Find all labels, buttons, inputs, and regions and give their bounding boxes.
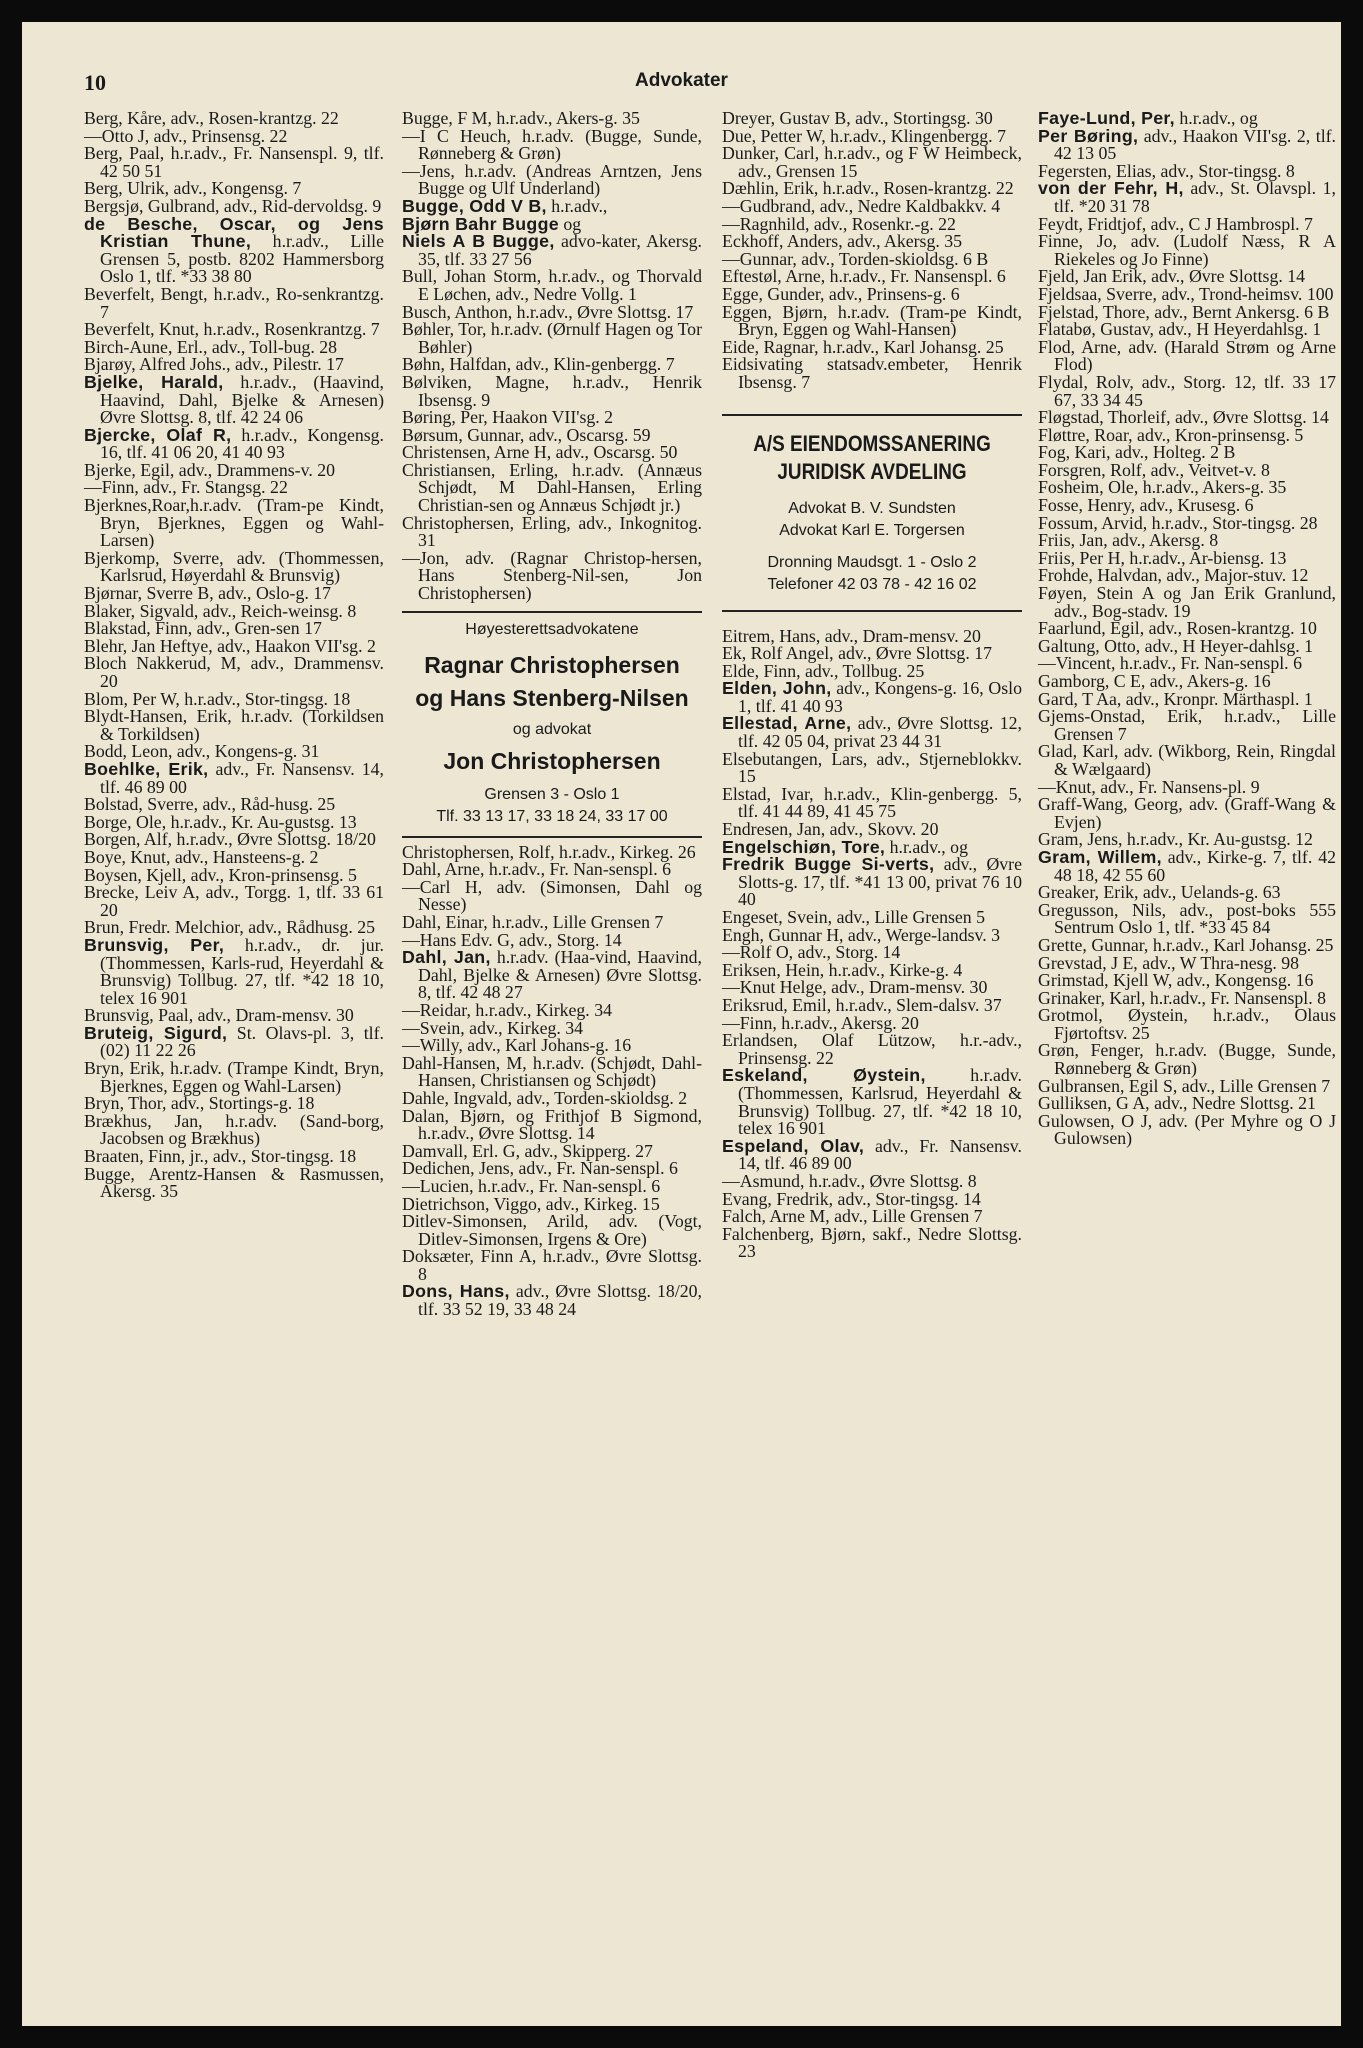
directory-entry [722, 356, 1022, 391]
entry-text: og [558, 213, 582, 234]
entry-text: Endresen, Jan, adv., Skovv. 20 [722, 819, 939, 840]
entry-name-bold: Engelschiøn, Tore, [722, 836, 886, 857]
directory-entry [1038, 1007, 1336, 1042]
entry-text: Bodd, Leon, adv., Kongens-g. 31 [84, 741, 320, 762]
entry-text: Fegersten, Elias, adv., Stor-tingsg. 8 [1038, 160, 1295, 181]
entry-text: Elde, Finn, adv., Tollbug. 25 [722, 660, 925, 681]
entry-text: Finne, Jo, adv. (Ludolf Næss, R A Riekeles og Jo Finne) [1038, 231, 1336, 269]
entry-text: Fossum, Arvid, h.r.adv., Stor-tingsg. 28 [1038, 512, 1318, 533]
entry-text: Due, Petter W, h.r.adv., Klingenbergg. 7 [722, 125, 1006, 146]
directory-entry [84, 371, 384, 428]
directory-entry [1038, 125, 1337, 164]
entry-text: Grette, Gunnar, h.r.adv., Karl Johansg. 25 [1038, 934, 1334, 955]
entry-text: Flod, Arne, adv. (Harald Strøm og Arne Flod) [1038, 336, 1336, 375]
column-3 [722, 110, 1022, 1261]
entry-text: Frohde, Halvdan, adv., Major-stuv. 12 [1038, 565, 1309, 586]
directory-entry [1038, 743, 1336, 778]
directory-entry [402, 459, 702, 516]
entry-text: Eftestøl, Arne, h.r.adv., Fr. Nansenspl. 6 [722, 266, 1006, 287]
entry-name-bold: Ellestad, Arne, [722, 713, 852, 734]
entry-text: —Svein, adv., Kirkeg. 34 [402, 1017, 584, 1038]
column-2 [402, 110, 702, 1319]
entry-name-bold: Bjelke, Harald, [84, 371, 224, 392]
directory-entry [722, 1135, 1022, 1174]
divider [402, 836, 702, 838]
entry-text: Beverfelt, Bengt, h.r.adv., Ro-senkrantzg. 7 [84, 283, 384, 322]
entry-text: Fog, Kari, adv., Holteg. 2 B [1038, 442, 1236, 463]
section-title: Advokater [635, 70, 728, 91]
entry-text: —Jens, h.r.adv. (Andreas Arntzen, Jens Bugge og Ulf Underland) [402, 160, 702, 199]
entry-text: Forsgren, Rolf, adv., Veitvet-v. 8 [1038, 459, 1270, 480]
entry-text: Friis, Jan, adv., Akersg. 8 [1038, 530, 1219, 551]
directory-entry [722, 145, 1022, 180]
entry-text: Børsum, Gunnar, adv., Oscarsg. 59 [402, 424, 651, 445]
entry-text: —I C Heuch, h.r.adv. (Bugge, Sunde, Rønneberg & Grøn) [402, 125, 702, 164]
ad-name-1: Ragnar Christophersen [424, 651, 680, 678]
entry-text: Dahle, Ingvald, adv., Torden-skioldsg. 2 [402, 1087, 688, 1108]
entry-text: —Finn, adv., Fr. Stangsg. 22 [84, 477, 288, 498]
directory-entry [84, 934, 384, 1008]
entry-text: —Rolf O, adv., Storg. 14 [722, 942, 901, 963]
entry-text: Berg, Kåre, adv., Rosen-krantzg. 22 [84, 108, 339, 128]
directory-entry [1038, 1042, 1336, 1077]
entry-text: —Finn, h.r.adv., Akersg. 20 [722, 1012, 919, 1033]
entry-text: Eriksrud, Emil, h.r.adv., Slem-dalsv. 37 [722, 994, 1002, 1015]
entry-text: Eriksen, Hein, h.r.adv., Kirke-g. 4 [722, 959, 963, 980]
entry-text: Gard, T Aa, adv., Kronpr. Märthaspl. 1 [1038, 688, 1313, 709]
directory-entry [84, 655, 384, 690]
entry-text: Eitrem, Hans, adv., Dram-mensv. 20 [722, 625, 981, 646]
entry-text: Bjerknes,Roar,h.r.adv. (Tram-pe Kindt, Bryn, Bjerknes, Eggen og Wahl-Larsen) [84, 495, 384, 551]
entry-name-bold: Per Børing, [1038, 125, 1139, 146]
entry-text: Busch, Anthon, h.r.adv., Øvre Slottsg. 17 [402, 301, 694, 322]
entry-text: Engeset, Svein, adv., Lille Grensen 5 [722, 907, 986, 927]
entry-text: Galtung, Otto, adv., H Heyer-dahlsg. 1 [1038, 635, 1314, 656]
entry-text: —Gunnar, adv., Torden-skioldsg. 6 B [722, 248, 989, 269]
entry-text: Gulbransen, Egil S, adv., Lille Grensen 7 [1038, 1075, 1331, 1096]
entry-name-bold: Eskeland, Øystein, [722, 1065, 926, 1086]
entry-text: Doksæter, Finn A, h.r.adv., Øvre Slottsg. 8 [402, 1246, 702, 1284]
entry-text: Brunsvig, Paal, adv., Dram-mensv. 30 [84, 1005, 354, 1026]
entry-text: —Carl H, adv. (Simonsen, Dahl og Nesse) [402, 876, 702, 915]
ad-phone: Telefoner 42 03 78 - 42 16 02 [767, 575, 977, 593]
entry-text: Dedichen, Jens, adv., Fr. Nan-senspl. 6 [402, 1158, 678, 1179]
directory-entry [1038, 796, 1336, 831]
entry-text: Ek, Rolf Angel, adv., Øvre Slottsg. 17 [722, 643, 992, 664]
ad-person-1: Advokat B. V. Sundsten [788, 499, 956, 517]
entry-name-bold: Bjercke, Olaf R, [84, 424, 232, 445]
directory-entry [84, 758, 384, 797]
entry-text: Gregusson, Nils, adv., post-boks 555 Sentrum Oslo 1, tlf. *33 45 84 [1038, 899, 1336, 938]
directory-entry [1038, 1110, 1336, 1149]
entry-text: adv., Kirke-g. 7, tlf. 42 48 18, 42 55 60 [1054, 846, 1336, 885]
directory-entry [722, 1067, 1022, 1137]
entry-text: Dietrichson, Viggo, adv., Kirkeg. 15 [402, 1193, 660, 1214]
entry-text: Blaker, Sigvald, adv., Reich-weinsg. 8 [84, 600, 357, 621]
column-4 [1038, 110, 1336, 1148]
entry-text: Brun, Fredr. Melchior, adv., Rådhusg. 25 [84, 917, 375, 938]
entry-text: Faarlund, Egil, adv., Rosen-krantzg. 10 [1038, 618, 1317, 639]
directory-entry [402, 1248, 702, 1283]
ad-address: Grensen 3 - Oslo 1 [484, 785, 620, 803]
directory-entry [402, 268, 702, 303]
entry-text: —Willy, adv., Karl Johans-g. 16 [402, 1035, 632, 1056]
entry-text: Elstad, Ivar, h.r.adv., Klin-genbergg. 5, tlf. 41 44 89, 41 45 75 [722, 783, 1022, 822]
entry-text: Glad, Karl, adv. (Wikborg, Rein, Ringdal & Wælgaard) [1038, 741, 1336, 779]
entry-text: Dahl, Einar, h.r.adv., Lille Grensen 7 [402, 912, 664, 932]
ad-person-2: Advokat Karl E. Torgersen [779, 521, 965, 539]
entry-name-bold: Dahl, Jan, [402, 947, 491, 968]
entry-name-bold: Faye-Lund, Per, [1038, 108, 1175, 128]
directory-entry [1038, 899, 1336, 938]
entry-text: Fjeld, Jan Erik, adv., Øvre Slottsg. 14 [1038, 266, 1306, 287]
directory-entry [402, 371, 702, 410]
entry-text: —Vincent, h.r.adv., Fr. Nan-senspl. 6 [1038, 653, 1302, 674]
entry-text: Eggen, Bjørn, h.r.adv. (Tram-pe Kindt, Bryn, Eggen og Wahl-Hansen) [722, 301, 1022, 340]
entry-text: Borgen, Alf, h.r.adv., Øvre Slottsg. 18/20 [84, 829, 376, 850]
entry-text: Bull, Johan Storm, h.r.adv., og Thorvald E Løchen, adv., Nedre Vollg. 1 [402, 266, 702, 304]
directory-entry [84, 497, 384, 550]
entry-text: —Ragnhild, adv., Rosenkr.-g. 22 [722, 213, 956, 234]
entry-text: adv., Fr. Nansensv. 14, tlf. 46 89 00 [100, 758, 384, 797]
directory-entry [84, 1110, 384, 1149]
column-2-list-a [402, 110, 702, 603]
entry-text: Bryn, Thor, adv., Stortings-g. 18 [84, 1093, 315, 1114]
entry-text: Borge, Ole, h.r.adv., Kr. Au-gustsg. 13 [84, 811, 357, 832]
ad-name-3: Jon Christophersen [443, 747, 661, 774]
entry-text: Bergsjø, Gulbrand, adv., Rid-dervoldsg. 9 [84, 195, 382, 216]
entry-text: Grimstad, Kjell W, adv., Kongensg. 16 [1038, 970, 1314, 991]
directory-entry [84, 708, 384, 743]
entry-text: Fløgstad, Thorleif, adv., Øvre Slottsg. 14 [1038, 407, 1329, 428]
entry-text: Føyen, Stein A og Jan Erik Granlund, adv., Bog-stadv. 19 [1038, 583, 1336, 621]
entry-text: Bjerke, Egil, adv., Drammens-v. 20 [84, 459, 336, 480]
entry-text: Damvall, Erl. G, adv., Skipperg. 27 [402, 1140, 653, 1161]
entry-text: Eckhoff, Anders, adv., Akersg. 35 [722, 231, 963, 252]
directory-entry [84, 884, 384, 919]
divider [722, 610, 1022, 612]
entry-text: Blakstad, Finn, adv., Gren-sen 17 [84, 618, 322, 639]
entry-name-bold: Gram, Willem, [1038, 846, 1162, 867]
entry-text: Børing, Per, Haakon VII'sg. 2 [402, 407, 614, 428]
directory-entry [84, 213, 384, 287]
page-header [84, 70, 1279, 106]
ad-phone: Tlf. 33 13 17, 33 18 24, 33 17 00 [436, 807, 668, 825]
entry-text: Christiansen, Erling, h.r.adv. (Annæus Schjødt, M Dahl-Hansen, Erling Christian-sen og Annæus Schjødt jr.) [402, 459, 702, 516]
entry-text: Bjørnar, Sverre B, adv., Oslo-g. 17 [84, 583, 332, 604]
entry-text: Beverfelt, Knut, h.r.adv., Rosenkrantzg. 7 [84, 319, 380, 340]
entry-text: —Gudbrand, adv., Nedre Kaldbakkv. 4 [722, 195, 1001, 216]
directory-entry [722, 748, 1022, 787]
entry-text: Eide, Ragnar, h.r.adv., Karl Johansg. 25 [722, 336, 1004, 357]
entry-text: Erlandsen, Olaf Lützow, h.r.-adv., Prinsensg. 22 [722, 1030, 1022, 1068]
entry-text: Blehr, Jan Heftye, adv., Haakon VII'sg. 2 [84, 635, 376, 656]
directory-entry [84, 1022, 384, 1061]
entry-text: Boysen, Kjell, adv., Kron-prinsensg. 5 [84, 864, 357, 885]
entry-text: Bugge, F M, h.r.adv., Akers-g. 35 [402, 108, 640, 128]
directory-page [22, 22, 1341, 2026]
ad-and: og advokat [512, 720, 592, 738]
entry-text: St. Olavs-pl. 3, tlf. (02) 11 22 26 [100, 1022, 384, 1061]
entry-text: Fosheim, Ole, h.r.adv., Akers-g. 35 [1038, 477, 1287, 498]
entry-text: Christophersen, Rolf, h.r.adv., Kirkeg. 26 [402, 841, 696, 862]
entry-text: Elsebutangen, Lars, adv., Stjerneblokkv. 15 [722, 748, 1022, 787]
directory-entry [84, 283, 384, 322]
entry-text: Braaten, Finn, jr., adv., Stor-tingsg. 18 [84, 1146, 357, 1167]
entry-text: Dreyer, Gustav B, adv., Stortingsg. 30 [722, 108, 993, 128]
entry-name-bold: von der Fehr, H, [1038, 178, 1184, 199]
entry-name-bold: Dons, Hans, [402, 1281, 510, 1302]
directory-entry [1038, 846, 1336, 885]
entry-name-bold: Niels A B Bugge, [402, 231, 555, 252]
ad-heading: Høyesterettsadvokatene [465, 620, 639, 638]
entry-text: Evang, Fredrik, adv., Stor-tingsg. 14 [722, 1188, 981, 1209]
directory-entry [402, 160, 702, 199]
entry-text: Eidsivating statsadv.embeter, Henrik Ibsensg. 7 [722, 354, 1022, 392]
entry-text: Bloch Nakkerud, M, adv., Drammensv. 20 [84, 653, 384, 691]
entry-name-bold: Bruteig, Sigurd, [84, 1022, 228, 1043]
entry-text: Brækhus, Jan, h.r.adv. (Sand-borg, Jacobsen og Brækhus) [84, 1110, 384, 1149]
directory-entry [84, 1060, 384, 1095]
entry-text: Bøhn, Halfdan, adv., Klin-genbergg. 7 [402, 354, 675, 375]
entry-text: adv., Øvre Slottsg. 12, tlf. 42 05 04, privat 23 44 31 [738, 713, 1022, 752]
entry-text: Dunker, Carl, h.r.adv., og F W Heimbeck, adv., Grensen 15 [722, 143, 1022, 181]
entry-text: Gjems-Onstad, Erik, h.r.adv., Lille Grensen 7 [1038, 706, 1336, 744]
entry-text: Graff-Wang, Georg, adv. (Graff-Wang & Evjen) [1038, 794, 1336, 832]
entry-text: Feydt, Fridtjof, adv., C J Hambrospl. 7 [1038, 213, 1313, 234]
entry-text: Blom, Per W, h.r.adv., Stor-tingsg. 18 [84, 688, 351, 709]
directory-entry [402, 1052, 702, 1091]
entry-text: Bolstad, Sverre, adv., Råd-husg. 25 [84, 794, 336, 815]
entry-text: h.r.adv. (Thommessen, Karlsrud, Heyerdahl & Brunsvig) Tollbug. 27, tlf. *42 18 10, telex 16 901 [738, 1065, 1022, 1139]
entry-text: —Asmund, h.r.adv., Øvre Slottsg. 8 [722, 1170, 977, 1191]
directory-entry [402, 1105, 702, 1144]
entry-text: Friis, Per H, h.r.adv., Ar-biensg. 13 [1038, 547, 1287, 568]
directory-entry [402, 1213, 702, 1248]
entry-text: Blydt-Hansen, Erik, h.r.adv. (Torkildsen & Torkildsen) [84, 706, 384, 744]
directory-entry [402, 547, 702, 604]
entry-text: —Hans Edv. G, adv., Storg. 14 [402, 929, 622, 950]
divider [402, 611, 702, 613]
directory-entry [722, 1223, 1022, 1262]
entry-text: Dahl, Arne, h.r.adv., Fr. Nan-senspl. 6 [402, 859, 671, 880]
advertisement-christophersen [402, 619, 702, 828]
entry-text: —Lucien, h.r.adv., Fr. Nan-senspl. 6 [402, 1175, 661, 1196]
entry-text: Flatabø, Gustav, adv., H Heyerdahlsg. 1 [1038, 319, 1322, 340]
ad-company-name: A/S EIENDOMSSANERING [753, 430, 991, 456]
entry-text: Christensen, Arne H, adv., Oscarsg. 50 [402, 442, 678, 463]
page-number: 10 [84, 70, 106, 95]
entry-text: Brecke, Leiv A, adv., Torgg. 1, tlf. 33 61 20 [84, 882, 384, 920]
entry-text: Dalan, Bjørn, og Frithjof B Sigmond, h.r.adv., Øvre Slottsg. 14 [402, 1105, 702, 1144]
entry-text: Gram, Jens, h.r.adv., Kr. Au-gustsg. 12 [1038, 829, 1313, 850]
entry-text: adv., Kongens-g. 16, Oslo 1, tlf. 41 40 93 [738, 678, 1022, 716]
entry-text: Grotmol, Øystein, h.r.adv., Olaus Fjørtoftsv. 25 [1038, 1005, 1336, 1043]
entry-text: h.r.adv., og [1174, 108, 1258, 128]
directory-entry [84, 424, 384, 463]
entry-text: h.r.adv., (Haavind, Haavind, Dahl, Bjelke & Arnesen) Øvre Slottsg. 8, tlf. 42 24 06 [100, 371, 384, 428]
directory-entry [722, 783, 1022, 822]
entry-text: Fløttre, Roar, adv., Kron-prinsensg. 5 [1038, 424, 1304, 445]
entry-text: h.r.adv., Lille Grensen 5, postb. 8202 Hammersborg Oslo 1, tlf. *33 38 80 [100, 231, 384, 287]
entry-text: Fjeldsaa, Sverre, adv., Trond-heimsv. 100 [1038, 283, 1334, 304]
advertisement-eiendomssanering [722, 430, 1022, 596]
entry-name-bold: de Besche, Oscar, og Jens Kristian Thune, [84, 213, 384, 252]
column-3-list-b [722, 625, 1022, 1262]
entry-text: h.r.adv., Kongensg. 16, tlf. 41 06 20, 41 40 93 [100, 424, 384, 463]
entry-name-bold: Brunsvig, Per, [84, 934, 225, 955]
directory-entry [1038, 708, 1336, 743]
entry-text: —Reidar, h.r.adv., Kirkeg. 34 [402, 999, 612, 1020]
entry-text: Boye, Knut, adv., Hansteens-g. 2 [84, 846, 319, 867]
divider [722, 414, 1022, 416]
entry-text: —Knut Helge, adv., Dram-mensv. 30 [722, 977, 988, 998]
ad-name-2: og Hans Stenberg-Nilsen [415, 684, 689, 711]
entry-name-bold: Fredrik Bugge Si-verts, [722, 854, 935, 875]
entry-name-bold: Espeland, Olav, [722, 1135, 865, 1156]
directory-entry [722, 680, 1022, 715]
entry-text: —Knut, adv., Fr. Nansens-pl. 9 [1038, 776, 1260, 797]
directory-entry [402, 125, 702, 164]
directory-entry [84, 547, 384, 586]
entry-text: Grevstad, J E, adv., W Thra-nesg. 98 [1038, 952, 1300, 973]
directory-entry [84, 1163, 384, 1202]
entry-name-bold: Elden, John, [722, 678, 832, 699]
entry-text: adv., Øvre Slottsg. 18/20, tlf. 33 52 19, 33 48 24 [418, 1281, 702, 1320]
entry-text: h.r.adv., og [885, 836, 968, 857]
directory-entry [402, 1283, 702, 1318]
entry-text: Dahl-Hansen, M, h.r.adv. (Schjødt, Dahl-Hansen, Christiansen og Schjødt) [402, 1052, 702, 1091]
directory-entry [84, 145, 384, 180]
entry-text: advo-kater, Akersg. 35, tlf. 33 27 56 [418, 231, 702, 269]
entry-text: Berg, Paal, h.r.adv., Fr. Nansenspl. 9, tlf. 42 50 51 [84, 143, 384, 181]
entry-text: Flydal, Rolv, adv., Storg. 12, tlf. 33 17 67, 33 34 45 [1038, 371, 1336, 410]
entry-text: Christophersen, Erling, adv., Inkognitog. 31 [402, 512, 702, 551]
directory-entry [1038, 585, 1336, 620]
entry-text: adv., Øvre Slotts-g. 17, tlf. *41 13 00, privat 76 10 40 [738, 854, 1022, 910]
entry-text: Grinaker, Karl, h.r.adv., Fr. Nansenspl. 8 [1038, 987, 1327, 1008]
entry-text: Ditlev-Simonsen, Arild, adv. (Vogt, Ditlev-Simonsen, Irgens & Ore) [402, 1211, 702, 1249]
entry-text: h.r.adv., [546, 195, 608, 216]
entry-text: Dæhlin, Erik, h.r.adv., Rosen-krantzg. 22 [722, 178, 1014, 199]
directory-entry [402, 949, 702, 1002]
directory-entry [1038, 233, 1336, 268]
entry-text: —Otto J, adv., Prinsensg. 22 [84, 125, 288, 146]
entry-text: —Jon, adv. (Ragnar Christop-hersen, Hans Stenberg-Nil-sen, Jon Christophersen) [402, 547, 702, 604]
entry-text: Fjelstad, Thore, adv., Bernt Ankersg. 6 B [1038, 301, 1330, 322]
directory-entry [402, 512, 702, 551]
entry-name-bold: Bjørn Bahr Bugge [402, 213, 559, 234]
entry-text: h.r.adv. (Haa-vind, Haavind, Dahl, Bjelke & Arnesen) Øvre Slottsg. 8, tlf. 42 48 27 [418, 947, 702, 1003]
entry-text: Engh, Gunnar H, adv., Werge-landsv. 3 [722, 924, 1001, 945]
entry-text: Berg, Ulrik, adv., Kongensg. 7 [84, 178, 302, 199]
entry-text: h.r.adv., dr. jur. (Thommessen, Karls-rud, Heyerdahl & Brunsvig) Tollbug. 27, tlf. *42 18 10, telex 16 901 [100, 934, 384, 1008]
column-1 [84, 110, 384, 1201]
entry-text: Birch-Aune, Erl., adv., Toll-bug. 28 [84, 336, 338, 357]
column-3-list-a [722, 110, 1022, 392]
entry-text: Bryn, Erik, h.r.adv. (Trampe Kindt, Bryn, Bjerknes, Eggen og Wahl-Larsen) [84, 1058, 384, 1096]
entry-text: Gamborg, C E, adv., Akers-g. 16 [1038, 671, 1271, 691]
entry-text: Grøn, Fenger, h.r.adv. (Bugge, Sunde, Rønneberg & Grøn) [1038, 1040, 1336, 1079]
directory-entry [722, 715, 1022, 750]
directory-entry [1038, 371, 1336, 410]
entry-text: adv., Haakon VII'sg. 2, tlf. 42 13 05 [1054, 125, 1337, 164]
entry-text: Bøhler, Tor, h.r.adv. (Ørnulf Hagen og Tor Bøhler) [402, 319, 702, 357]
directory-entry [1038, 180, 1336, 215]
ad-address: Dronning Maudsgt. 1 - Oslo 2 [767, 553, 977, 571]
entry-text: Bølviken, Magne, h.r.adv., Henrik Ibsensg. 9 [402, 371, 702, 410]
directory-entry [402, 321, 702, 356]
directory-entry [402, 233, 702, 268]
entry-text: Falchenberg, Bjørn, sakf., Nedre Slottsg. 23 [722, 1223, 1022, 1262]
entry-text: Egge, Gunder, adv., Prinsens-g. 6 [722, 283, 960, 304]
entry-text: Gulowsen, O J, adv. (Per Myhre og O J Gulowsen) [1038, 1110, 1336, 1149]
entry-text: Greaker, Erik, adv., Uelands-g. 63 [1038, 882, 1281, 903]
entry-text: adv., Fr. Nansensv. 14, tlf. 46 89 00 [738, 1135, 1022, 1174]
entry-text: adv., St. Olavspl. 1, tlf. *20 31 78 [1054, 178, 1336, 216]
directory-entry [402, 876, 702, 915]
entry-text: Falch, Arne M, adv., Lille Grensen 7 [722, 1206, 983, 1227]
entry-name-bold: Boehlke, Erik, [84, 758, 209, 779]
directory-entry [722, 856, 1022, 909]
directory-entry [1038, 336, 1336, 375]
entry-text: Bjarøy, Alfred Johs., adv., Pilestr. 17 [84, 354, 344, 375]
entry-text: Gulliksen, G A, adv., Nedre Slottsg. 21 [1038, 1093, 1316, 1114]
directory-entry [722, 301, 1022, 340]
entry-name-bold: Bugge, Odd V B, [402, 195, 547, 216]
entry-text: Bjerkomp, Sverre, adv. (Thommessen, Karlsrud, Høyerdahl & Brunsvig) [84, 547, 384, 586]
column-2-list-b [402, 841, 702, 1320]
ad-department: JURIDISK AVDELING [777, 458, 967, 484]
entry-text: Bugge, Arentz-Hansen & Rasmussen, Akersg. 35 [84, 1163, 384, 1202]
entry-text: Fosse, Henry, adv., Krusesg. 6 [1038, 495, 1254, 516]
directory-entry [722, 1032, 1022, 1067]
